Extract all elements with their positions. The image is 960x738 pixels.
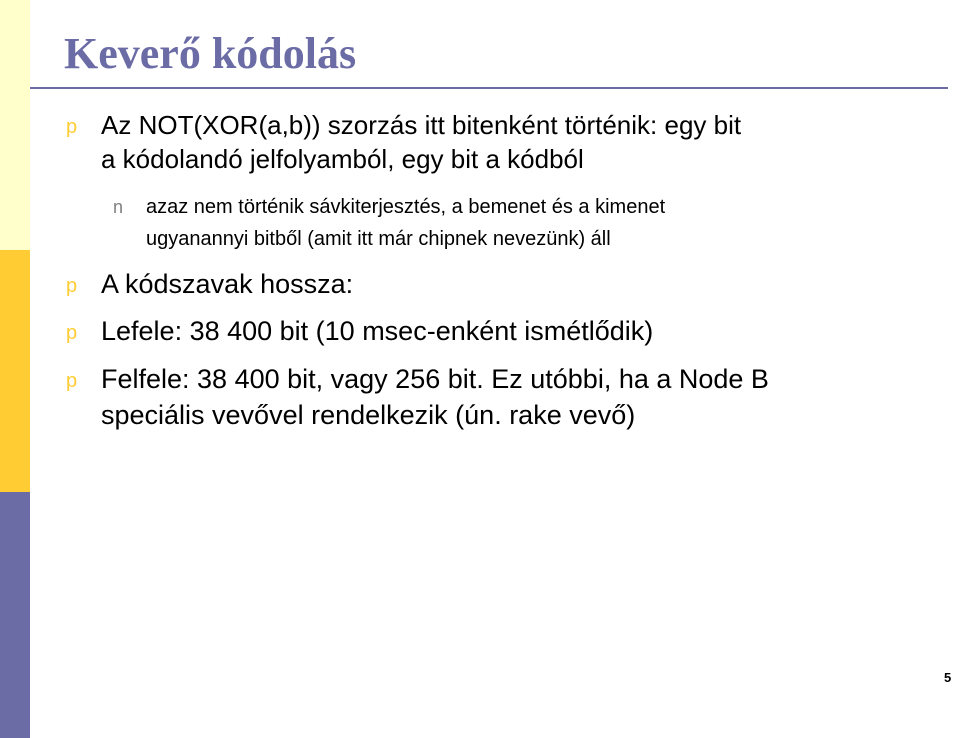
sub-bullet-line-2: ugyanannyi bitből (amit itt már chipnek nevezünk) áll (146, 228, 611, 250)
side-bar-top (0, 0, 30, 250)
sub-bullet-line-1: azaz nem történik sávkiterjesztés, a bemenet és a kimenet (146, 196, 666, 218)
sub-bullet-marker: n (113, 197, 124, 217)
title-rule (30, 87, 948, 89)
bullet-marker: p (66, 370, 78, 392)
side-bar-bottom (0, 492, 30, 738)
side-bar-middle (0, 250, 30, 492)
bullet-marker: p (66, 116, 78, 138)
bullet-marker: p (66, 322, 78, 344)
bullet-2-line-1: A kódszavak hossza: (101, 269, 354, 299)
bullet-1-line-1: Az NOT(XOR(a,b)) szorzás itt bitenként történik: egy bit (101, 110, 742, 140)
bullet-marker: p (66, 275, 78, 297)
bullet-4-line-2: speciális vevővel rendelkezik (ún. rake vevő) (101, 400, 636, 430)
bullet-1-line-2: a kódolandó jelfolyamból, egy bit a kódból (101, 144, 584, 174)
bullet-3-line-1: Lefele: 38 400 bit (10 msec-enként ismétlődik) (101, 316, 654, 346)
slide-title: Keverő kódolás (64, 29, 357, 78)
page-number: 5 (944, 670, 952, 685)
bullet-4-line-1: Felfele: 38 400 bit, vagy 256 bit. Ez utóbbi, ha a Node B (101, 364, 769, 394)
